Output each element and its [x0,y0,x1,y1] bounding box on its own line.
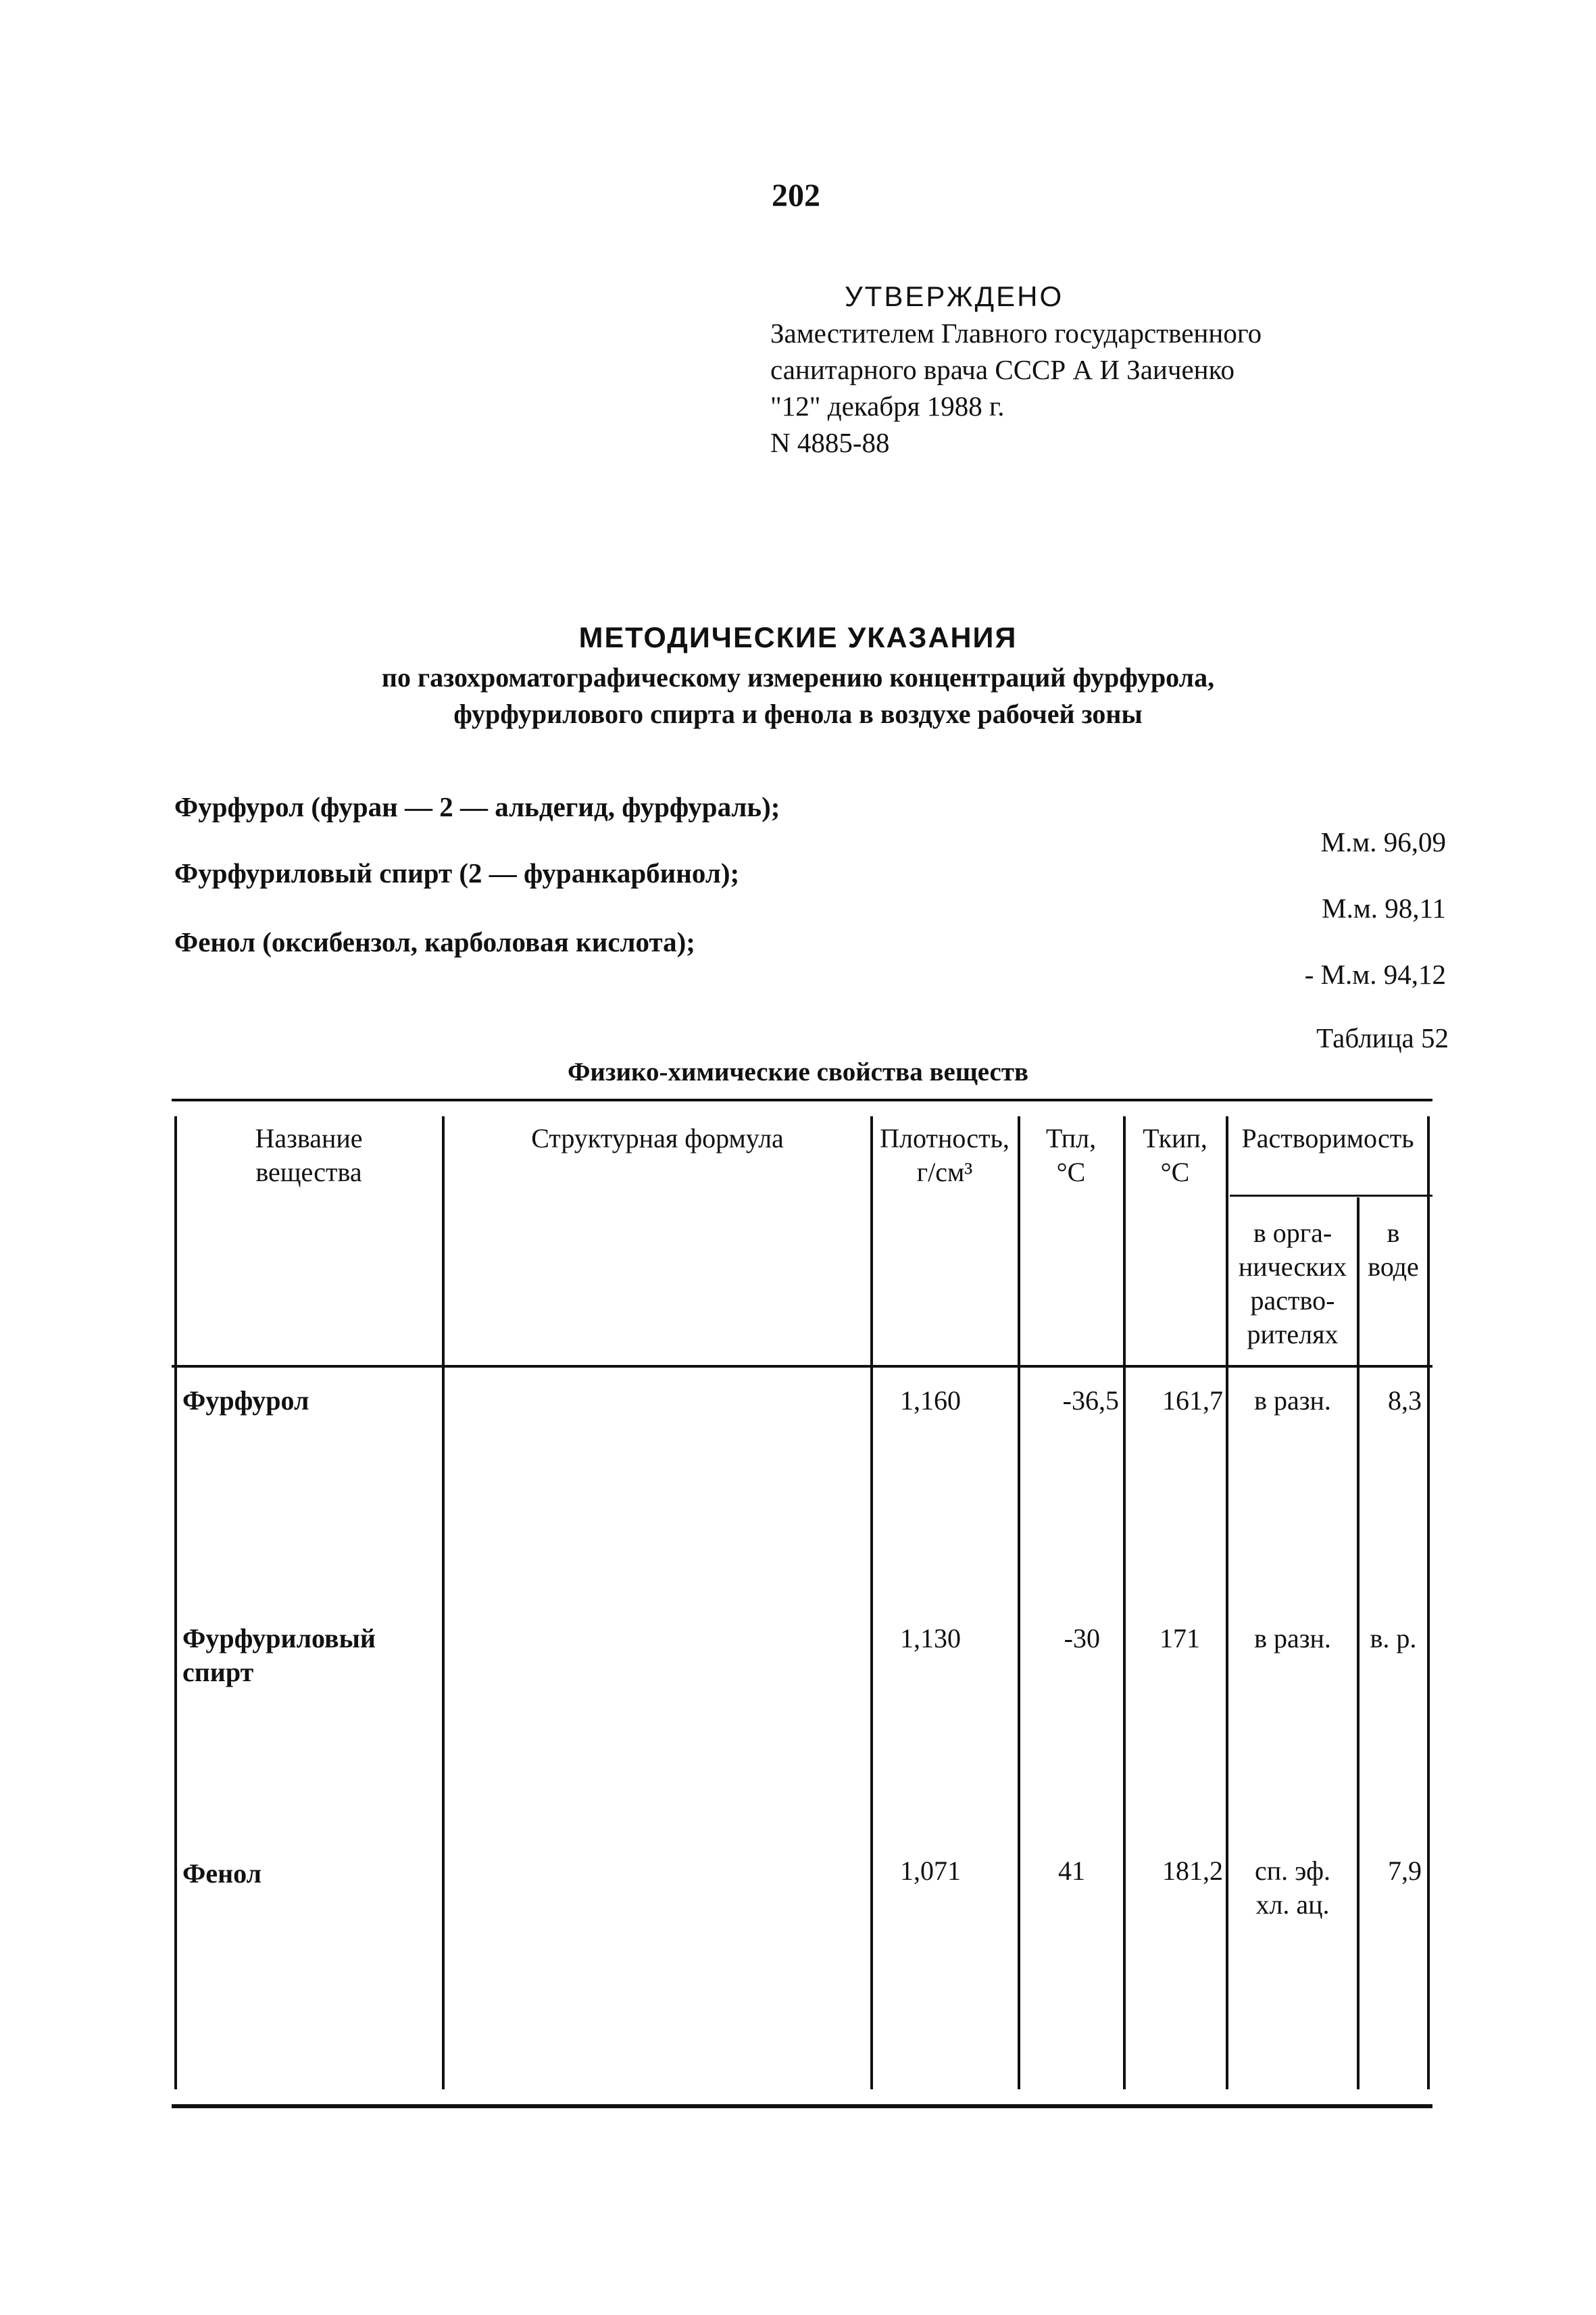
row-boiling-point: 171 [1159,1623,1200,1653]
subtitle-line: фурфурилового спирта и фенола в воздухе рабочей зоны [453,699,1143,729]
header-solubility: Растворимость [1241,1123,1414,1153]
approval-line: санитарного врача СССР А И Заиченко [770,354,1235,385]
table-border-left [174,1116,177,2089]
header-bottom-rule [172,1365,1432,1368]
row-name-phenol: Фенол [182,1858,262,1889]
header-solubility-organic: в орга- нических раство- рителях [1238,1218,1347,1349]
table-label: Таблица 52 [1316,1022,1449,1053]
substance-furfuryl-alcohol: Фурфуриловый спирт (2 — фуранкарбинол); [174,857,740,889]
document-title: МЕТОДИЧЕСКИЕ УКАЗАНИЯ [578,622,1018,654]
subtitle-line: по газохроматографическому измерению концентраций фурфурола, [381,662,1215,693]
row-melting-point: -30 [1064,1623,1100,1653]
row-melting-point: 41 [1058,1856,1085,1886]
row-name-furfuryl-alcohol: Фурфуриловый спирт [182,1623,376,1687]
row-melting-point: -36,5 [1062,1385,1119,1416]
approval-block [770,278,1262,461]
header-solubility-water: в воде [1368,1218,1419,1282]
row-solubility-water: 8,3 [1388,1385,1422,1416]
table-bottom-rule [172,2104,1432,2108]
molar-mass-furfuryl-alcohol: М.м. 98,11 [1322,893,1446,924]
approval-title: УТВЕРЖДЕНО [845,280,1064,312]
column-divider [870,1116,873,2089]
molar-mass-phenol: - М.м. 94,12 [1304,959,1446,990]
header-name: Название вещества [255,1123,363,1187]
header-boiling-point: Ткип, °С [1143,1123,1207,1187]
approval-line: Заместителем Главного государственного [770,318,1262,349]
substance-phenol: Фенол (оксибензол, карболовая кислота); [174,926,695,957]
row-density: 1,130 [900,1623,961,1653]
column-divider [1018,1116,1020,2089]
page-number: 202 [772,178,820,214]
solubility-subrule [1230,1195,1432,1197]
document-subtitle [0,659,1596,732]
table-top-rule [172,1099,1432,1101]
row-solubility-organic: в разн. [1254,1385,1331,1416]
row-solubility-organic: в разн. [1254,1623,1331,1653]
header-melting-point: Тпл, °С [1045,1123,1097,1187]
row-name-furfural: Фурфурол [182,1385,309,1416]
column-divider [1123,1116,1126,2089]
row-solubility-water: в. р. [1370,1623,1417,1653]
approval-number: N 4885-88 [770,427,890,458]
header-density: Плотность, г/см³ [880,1123,1009,1187]
row-density: 1,071 [900,1856,961,1886]
row-density: 1,160 [900,1385,961,1416]
table-caption: Физико-химические свойства веществ [567,1057,1029,1087]
row-solubility-water: 7,9 [1388,1856,1422,1886]
approval-date: "12" декабря 1988 г. [770,391,1005,422]
row-solubility-organic: сп. эф. хл. ац. [1254,1856,1330,1920]
substance-furfural: Фурфурол (фуран — 2 — альдегид, фурфураль); [174,791,780,822]
molar-mass-furfural: М.м. 96,09 [1320,826,1446,857]
column-divider [442,1116,445,2089]
row-boiling-point: 161,7 [1162,1385,1223,1416]
row-boiling-point: 181,2 [1162,1856,1223,1886]
header-formula: Структурная формула [531,1123,784,1153]
table-border-right [1427,1116,1430,2089]
